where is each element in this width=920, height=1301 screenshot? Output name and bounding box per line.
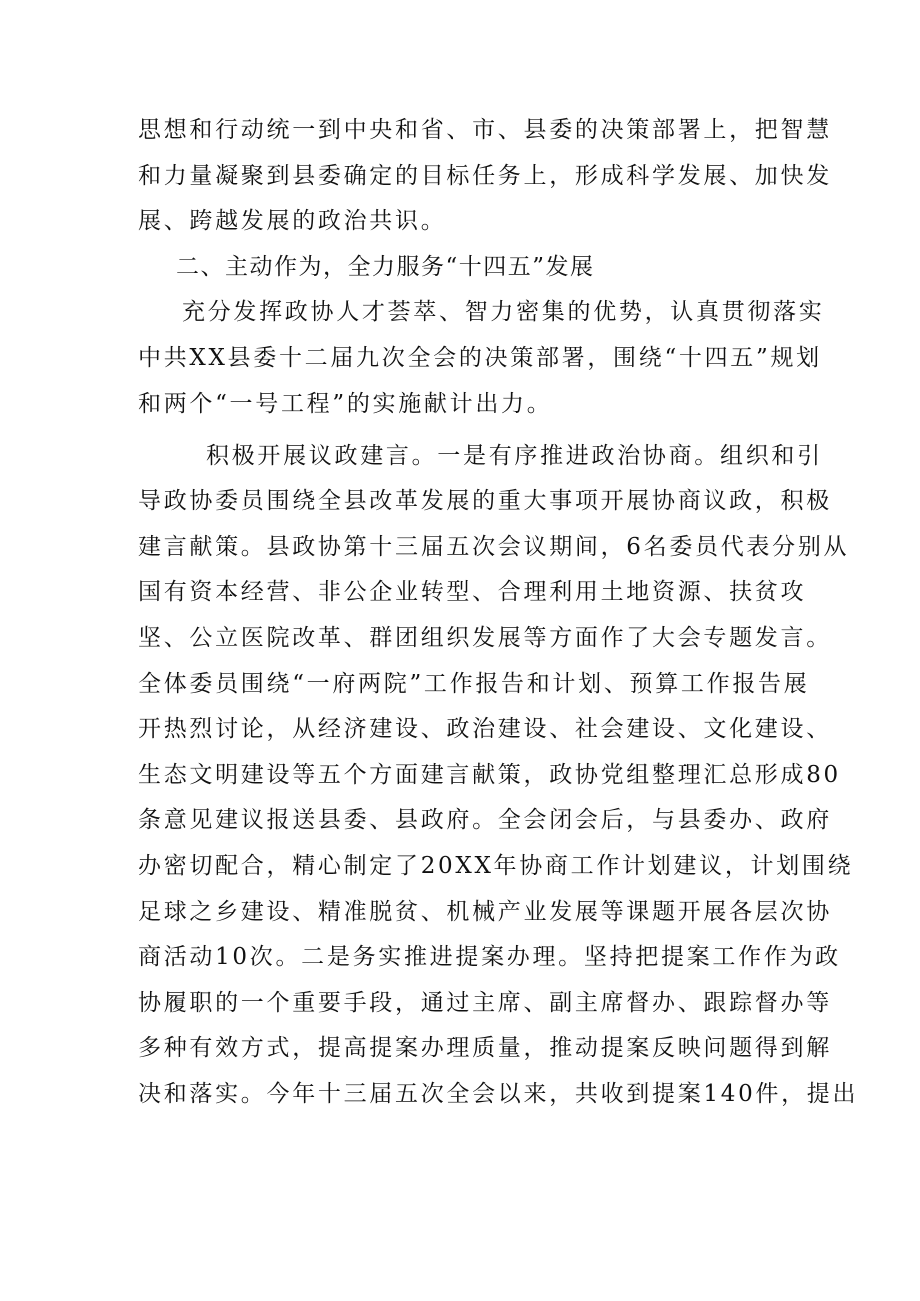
text-line: 思想和行动统一到中央和省、市、县委的决策部署上，把智慧 [138, 117, 832, 143]
text-line: 积极开展议政建言。一是有序推进政治协商。组织和引 [206, 443, 823, 470]
text-line: 生态文明建设等五个方面建言献策，政协党组整理汇总形成80 [138, 761, 841, 788]
text-line: 和两个“一号工程”的实施献计出力。 [138, 390, 553, 417]
text-line: 坚、公立医院改革、群团组织发展等方面作了大会专题发言。 [138, 624, 832, 651]
text-line: 多种有效方式，提高提案办理质量，推动提案反映问题得到解 [138, 1035, 832, 1062]
section-heading-text: 二、主动作为，全力服务“十四五”发展 [176, 253, 595, 280]
text-line: 全体委员围绕“一府两院”工作报告和计划、预算工作报告展 [138, 670, 810, 697]
text-line: 国有资本经营、非公企业转型、合理利用土地资源、扶贫攻 [138, 579, 807, 606]
text-line: 条意见建议报送县委、县政府。全会闭会后，与县委办、政府 [138, 807, 832, 834]
document-body [138, 108, 859, 1117]
text-line: 充分发挥政协人才荟萃、智力密集的优势，认真贯彻落实 [182, 299, 825, 326]
text-line: 足球之乡建设、精准脱贫、机械产业发展等课题开展各层次协 [138, 898, 832, 925]
text-line: 展、跨越发展的政治共识。 [138, 208, 447, 235]
text-line: 开热烈讨论，从经济建设、政治建设、社会建设、文化建设、 [138, 716, 832, 743]
text-line: 导政协委员围绕全县改革发展的重大事项开展协商议政，积极 [138, 488, 832, 515]
section-heading [138, 245, 786, 291]
text-line: 和力量凝聚到县委确定的目标任务上，形成科学发展、加快发 [138, 162, 832, 189]
text-line: 中共XX县委十二届九次全会的决策部署，围绕“十四五”规划 [138, 344, 822, 371]
text-line: 商活动10次。二是务实推进提案办理。坚持把提案工作作为政 [138, 944, 841, 971]
text-line: 办密切配合，精心制定了20XX年协商工作计划建议，计划围绕 [138, 852, 854, 879]
text-line: 决和落实。今年十三届五次全会以来，共收到提案140件，提出 [138, 1080, 859, 1107]
text-line: 建言献策。县政协第十三届五次会议期间，6名委员代表分别从 [138, 533, 850, 560]
text-line: 协履职的一个重要手段，通过主席、副主席督办、跟踪督办等 [138, 989, 832, 1016]
